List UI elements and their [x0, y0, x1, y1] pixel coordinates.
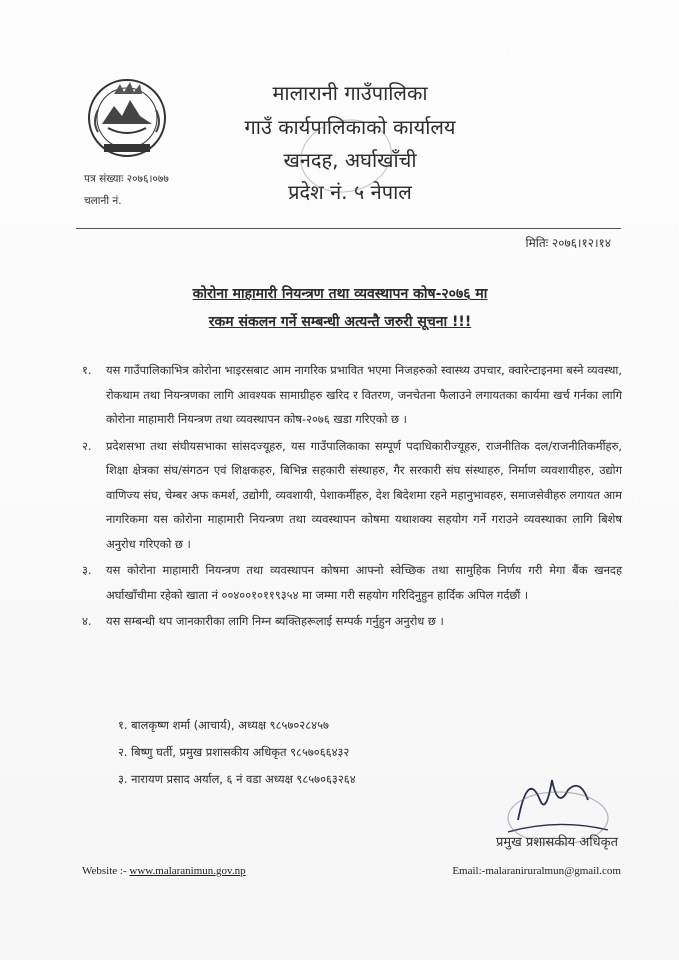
municipality-name: मालारानी गाउँपालिका: [272, 81, 428, 105]
reference-block: [84, 168, 169, 212]
point-number: २.: [82, 438, 92, 453]
point-number: ४.: [82, 614, 92, 628]
subject-line-1: कोरोना माहामारी नियन्त्रण तथा व्यवस्थापन कोष-२०७६ मा: [192, 286, 488, 302]
dispatch-number: चलानी नं.: [84, 195, 122, 207]
footer-website: [82, 865, 246, 877]
website-link[interactable]: www.malaranimun.gov.np: [129, 865, 246, 877]
point-text: यस कोरोना माहामारी नियन्त्रण तथा व्यवस्थापन कोषमा आफ्नो स्वेच्छिक तथा सामुहिक निर्णय गरी मेगा बैंक खनदह अर्घाखाँचीमा रहेको खाता नं ००४००१०११९३५४ मा जम्मा गरी सहयोग गरिदिनुहुन हार्दिक अपिल गर्दछौं ।: [106, 563, 622, 602]
contact-item: ३. नारायण प्रसाद अर्याल, ६ नं वडा अध्यक्ष ९८५७०६३२६४: [118, 772, 356, 786]
list-item: [82, 358, 622, 432]
list-item: [82, 609, 622, 634]
office-name: गाउँ कार्यपालिकाको कार्यालय: [244, 115, 456, 139]
contact-item: २. बिष्णु घर्ती, प्रमुख प्रशासकीय अधिकृत ९८५७०६६४३२: [118, 745, 350, 759]
point-text: यस गाउँपालिकाभित्र कोरोना भाइरसबाट आम नागरिक प्रभावित भएमा निजहरुको स्वास्थ्य उपचार, क्वारेन्टाइनमा बस्ने व्यवस्था, रोकथाम तथा नियन्त्रणका लागि आवश्यक सामाग्रीहरु खरिद र वितरण, जनचेतना फैलाउने लगायतका कार्यमा खर्च गर्नका लागि कोरोना माहामारी नियन्त्रण तथा व्यवस्थापन कोष-२०७६ खडा गरिएको छ ।: [106, 363, 622, 426]
signatory-title: प्रमुख प्रशासकीय अधिकृत: [496, 835, 619, 850]
footer-email[interactable]: Email:-malaraniruralmun@gmail.com: [452, 865, 621, 877]
subject-line-2: रकम संकलन गर्ने सम्बन्धी अत्यन्तै जरुरी सूचना !!!: [208, 314, 472, 330]
subject-heading: [90, 280, 590, 336]
contact-list: [118, 712, 356, 793]
point-text: यस सम्बन्धी थप जानकारीका लागि निम्न ब्यक्तिहरूलाई सम्पर्क गर्नुहुन अनुरोध छ ।: [106, 614, 444, 628]
nepal-government-emblem: [84, 72, 170, 162]
notice-points: [82, 358, 622, 636]
list-item: [82, 558, 622, 607]
office-location: खनदह, अर्घाखाँची: [283, 148, 417, 172]
point-number: १.: [82, 363, 92, 377]
point-text: प्रदेशसभा तथा संघीयसभाका सांसदज्यूहरु, यस गाउँपालिकाका सम्पूर्ण पदाधिकारीज्यूहरु, राजनीतिक दल/राजनीतिकर्मीहरु, शिक्षा क्षेत्रका संघ/संगठन एवं शिक्षकहरु, बिभिन्न सहकारी संस्थाहरु, गैर सरकारी संघ संस्थाहरु, निर्माण व्यवशायीहरु, उद्योग वाणिज्य संघ, चेम्बर अफ कमर्श, उद्योगी, व्यवशायी, पेशाकर्मीहरु, देश बिदेशमा रहने महानुभावहरु, समाजसेवीहरु लगायत आम नागरिकमा यस कोरोना माहामारी नियन्त्रण तथा व्यवस्थापन कोषमा यथाशक्य सहयोग गर्ने गराउने व्यवस्थाका लागि बिशेष अनुरोध गरिएको छ ।: [106, 438, 622, 551]
header-divider: [76, 228, 621, 229]
website-label: Website :-: [82, 865, 127, 877]
letter-date: मितिः २०७६।१२।१४: [525, 236, 611, 250]
contact-item: १. बालकृष्ण शर्मा (आचार्य), अध्यक्ष ९८५७०२८४५७: [118, 718, 329, 732]
letter-number: पत्र संख्याः २०७६।०७७: [84, 173, 169, 185]
list-item: [82, 434, 622, 557]
province-country: प्रदेश नं. ५ नेपाल: [288, 180, 412, 204]
point-number: ३.: [82, 563, 92, 577]
